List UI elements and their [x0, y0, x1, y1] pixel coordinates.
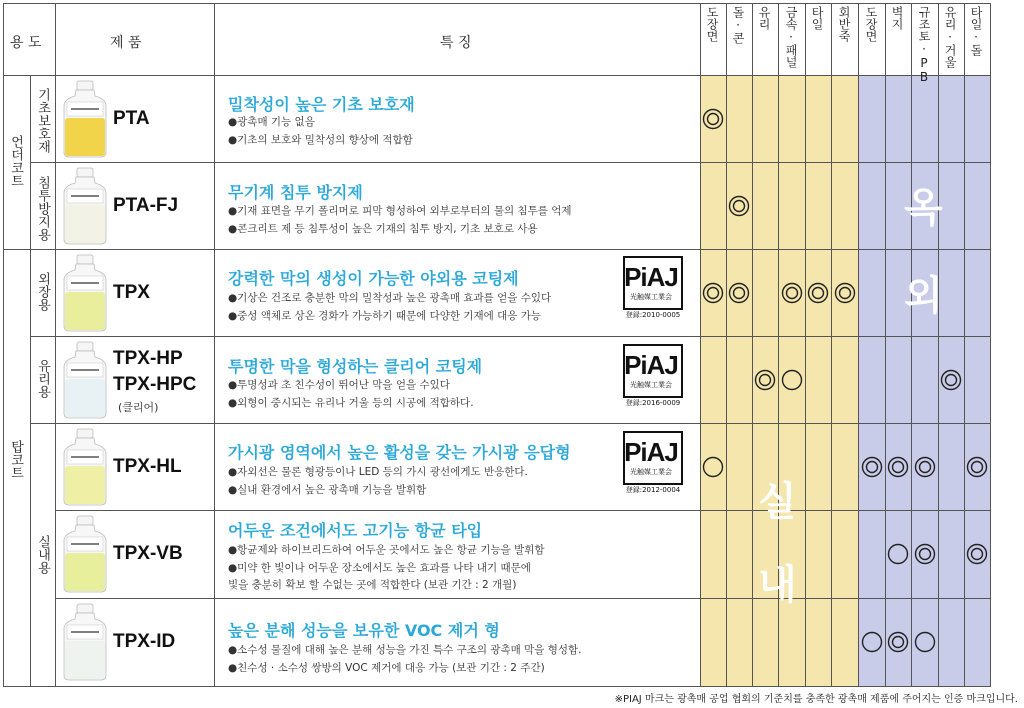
zone-outdoor-char-2: 외: [904, 273, 943, 319]
col-header-stone-concrete: 돌·콘: [731, 6, 745, 44]
piaj-registration: 登録:2012-0004: [625, 486, 681, 494]
zone-indoor-char-2: 내: [758, 562, 797, 608]
col-header-diatomite-pb: 규조토·PB: [917, 6, 931, 84]
piaj-org: 光触媒工業会: [630, 468, 672, 476]
double-circle-icon: [780, 281, 804, 305]
feature-line: ●기상은 건조로 충분한 막의 밀착성과 높은 광촉매 효과를 얻을 수있다: [228, 292, 552, 304]
bottle-icon: [62, 167, 108, 249]
col-header-glass: 유리: [757, 6, 771, 30]
double-circle-icon: [860, 455, 884, 479]
piaj-org: 光触媒工業会: [630, 381, 672, 389]
piaj-mark: [622, 256, 684, 326]
double-circle-icon: [965, 542, 989, 566]
circle-icon: [860, 630, 884, 654]
piaj-logo: PiAJ: [624, 262, 678, 292]
group-undercoat: 언더코트: [8, 135, 23, 187]
feature-line: ●투명성과 초 친수성이 뛰어난 막을 얻을 수있다: [228, 379, 450, 391]
col-header-painted-surface: 도장면: [705, 6, 719, 42]
bottle-icon: [62, 80, 108, 162]
zone-outdoor-char-1: 옥: [904, 185, 943, 231]
bottle-icon: [62, 254, 108, 336]
feature-line: ●실내 환경에서 높은 광촉매 기능을 발휘함: [228, 484, 427, 496]
feature-title-tpx-id: 높은 분해 성능을 보유한 VOC 제거 형: [228, 621, 500, 640]
double-circle-icon: [701, 107, 725, 131]
circle-icon: [701, 455, 725, 479]
piaj-registration: 登録:2016-0009: [625, 399, 681, 407]
feature-line: ●기초의 보호와 밀착성의 향상에 적합함: [228, 134, 413, 146]
sub-glass: 유리용: [35, 359, 50, 398]
feature-title-tpx-hp: 투명한 막을 형성하는 클리어 코팅제: [228, 357, 483, 376]
product-name-pta-fj: PTA-FJ: [113, 195, 179, 216]
product-name-tpx-hp: TPX-HP: [113, 348, 183, 369]
feature-title-tpx: 강력한 막의 생성이 가능한 야외용 코팅제: [228, 269, 519, 288]
feature-line: ●중성 액체로 상온 경화가 가능하기 때문에 다양한 기재에 대응 가능: [228, 310, 542, 322]
feature-title-tpx-hl: 가시광 영역에서 높은 활성을 갖는 가시광 응답형: [228, 443, 571, 462]
feature-title-tpx-vb: 어두운 조건에서도 고기능 항균 타입: [228, 521, 483, 540]
bottle-icon: [62, 515, 108, 597]
feature-line: 빛을 충분히 확보 할 수없는 곳에 적합한다 (보관 기간 : 2 개월): [228, 579, 517, 591]
feature-line: ●기재 표면을 무기 폴리머로 피막 형성하여 외부로부터의 물의 침투를 억제: [228, 205, 572, 217]
sub-base-protect: 기초보호재: [35, 88, 50, 153]
piaj-org: 光触媒工業会: [630, 293, 672, 301]
sub-exterior: 외장용: [35, 272, 50, 311]
piaj-mark: [622, 431, 684, 501]
double-circle-icon: [701, 281, 725, 305]
piaj-logo: PiAJ: [624, 437, 678, 467]
circle-icon: [913, 630, 937, 654]
col-header-painted-surface-indoor: 도장면: [864, 6, 878, 42]
double-circle-icon: [886, 455, 910, 479]
piaj-mark: [622, 344, 684, 414]
double-circle-icon: [727, 281, 751, 305]
circle-icon: [886, 542, 910, 566]
double-circle-icon: [886, 630, 910, 654]
double-circle-icon: [833, 281, 857, 305]
sub-anti-penetration: 침투방지용: [35, 176, 50, 241]
feature-line: ●미약 한 빛이나 어두운 장소에서도 높은 효과를 나타 내기 때문에: [228, 562, 531, 574]
double-circle-icon: [806, 281, 830, 305]
feature-line: ●콘크리트 제 등 침투성이 높은 기재의 침투 방지, 기초 보호로 사용: [228, 223, 538, 235]
circle-icon: [780, 368, 804, 392]
double-circle-icon: [913, 542, 937, 566]
col-header-wallpaper: 벽지: [890, 6, 904, 30]
double-circle-icon: [727, 194, 751, 218]
zone-indoor-char-1: 실: [758, 479, 797, 525]
product-name-tpx-hpc: TPX-HPC: [113, 374, 197, 395]
group-topcoat: 탑코트: [8, 440, 23, 479]
sub-interior: 실내용: [35, 535, 50, 574]
double-circle-icon: [913, 455, 937, 479]
product-name-tpx: TPX: [113, 282, 150, 303]
feature-line: ●친수성 · 소수성 쌍방의 VOC 제거에 대응 가능 (보관 기간 : 2 주간): [228, 662, 545, 674]
header-feature: 특 징: [440, 35, 472, 51]
piaj-registration: 登録:2010-0005: [625, 311, 681, 319]
feature-line: ●자외선은 물론 형광등이나 LED 등의 가시 광선에게도 반응한다.: [228, 466, 528, 478]
feature-line: ●외형이 중시되는 유리나 거울 등의 시공에 적합하다.: [228, 397, 474, 409]
col-header-tile-stone: 타일·돌: [969, 6, 983, 56]
header-usage: 용 도: [10, 35, 42, 51]
product-name-tpx-vb: TPX-VB: [113, 543, 183, 564]
col-header-glass-mirror: 유리·거울: [943, 6, 957, 68]
double-circle-icon: [965, 455, 989, 479]
col-header-plaster: 회반죽: [837, 6, 851, 42]
col-header-metal-panel: 금속·패널: [784, 6, 798, 68]
double-circle-icon: [753, 368, 777, 392]
product-name-tpx-id: TPX-ID: [113, 631, 176, 652]
header-product: 제 품: [110, 35, 142, 51]
product-note-clear: (클리어): [118, 401, 159, 414]
bottle-icon: [62, 341, 108, 423]
double-circle-icon: [939, 368, 963, 392]
piaj-logo: PiAJ: [624, 350, 678, 380]
col-header-tile: 타일: [810, 6, 824, 30]
feature-line: ●소수성 물질에 대해 높은 분해 성능을 가진 특수 구조의 광촉매 막을 형성함.: [228, 644, 582, 656]
footnote: ※PIAJ 마크는 광촉매 공업 협회의 기준치를 충족한 광촉매 제품에 주어지는 인증 마크입니다.: [614, 694, 1018, 705]
product-name-tpx-hl: TPX-HL: [113, 456, 182, 477]
bottle-icon: [62, 603, 108, 685]
feature-title-pta-fj: 무기계 침투 방지제: [228, 183, 363, 202]
product-name-pta: PTA: [113, 108, 150, 129]
feature-line: ●항균제와 하이브리드하여 어두운 곳에서도 높은 항균 기능을 발휘함: [228, 544, 545, 556]
feature-title-pta: 밀착성이 높은 기초 보호재: [228, 95, 415, 114]
indoor-columns-band: [858, 75, 991, 687]
feature-line: ●광촉매 기능 없음: [228, 116, 315, 128]
bottle-icon: [62, 428, 108, 510]
